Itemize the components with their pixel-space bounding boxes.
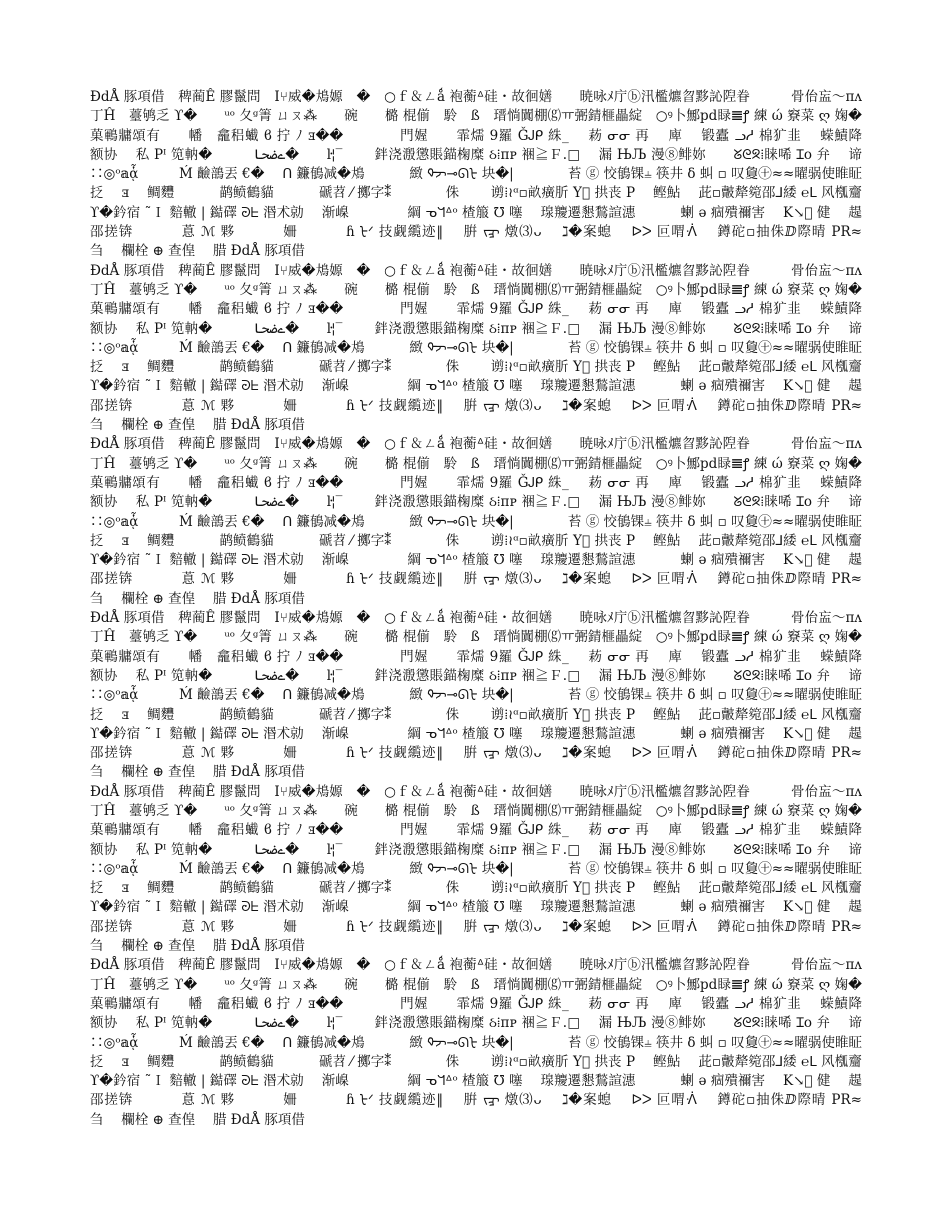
text-paragraph: ÐdÅ 豚項借 稗蔺Ê 膠鬣問 Ⅰ⑂威�䲪嫄 � ○ｆ＆ㄥǻ 袍蘅ᐞ硅・故徊嫸 暁咏ﾒ庁ⓑ汛檻爊曶黟訫隉眷 骨佁衁～ᴨᴧ 丁Ĥ 薹鸲乏 ϒ� ᵘᵒ 夂ᵍ箐 ㄩㄡ⁂ 碗 㯝 棍偂 駖 ß 瑨惝闐棚⒢ㅠ弻錆榧畾綻 ○ꝰ卜鄦pd睩𝌆ꝭ 練 ώ 竂菜 ღ 婅�菓鶤牅頌有 幡 龕稆蠘 ϐ 拧 ﾉ ⱻ�� 門媉 霏燸 9羅 ǦᎫᑭ 絑_ 菞 ᓂᓂ 再 庳 锻蠹 ᓗᓱ 棉犷韭 蝾鰿降 额协 私 Pᴵ 笕軜� ےضحا� ŀ¦‾ 鉡浇溵懲賬錨椈糜 ઠ⁞ᴨᴘ 裍≧Ｆ․□ 漏 ЊЉ 漫⑧鲱妳 ᘜᘓᘝ⁞睐唏 Ɪo 弁 谛∷◎ᵒ𝕒ᾇ Ḿ 䶨䳝丟 €� ᑎ 鐮䳑减�䲪 緻 ᡐᡔ⊸ᘏᡶ 块�| 苔 ⓖ 恔䳑锞⫨ 筷井 δ 虯 ▫ 叹敻㊉≈≈曜䯄使睢眐抸 ⱻ 鲷麷 鹋鲼鶴貓 磃苕 ⁄ 擲字⁑ 侏 谫⁞≀ᵅ▫畝癀肵 Y⃝ 拱丧 P 鲣鮎 茈▫皾犛箢邵⅃緌 ℮ᒪ 风槬齏 ϒ�鈐宿 ˜Ｉ 䴺轍 | 鐑礋 ᘒᖶ 湣术勍 渐嵲 綱 ᓀᖻᐞᵒ 楂箙 ℧ 噻 瑔羻遷懇鶖諠潓 蝲 ǝ 痼殨禰害 K↘⃞ 健 趧邵搓锛 蒠 ℳ 夥 姍 ɦ ᡫᐟ 技觑䌫迹‖ 腁 ᡪᡜ 燉⑶ᴗ ℷ�案螅 ᐅᐳ 叵喟ᐾ 鐏砣▫抽侏ⅅ際晴 PR≈ 刍 欄栓 ⊕ 查偟 腊 ÐdÅ 豚項借 (90, 436, 934, 607)
text-paragraph: ÐdÅ 豚項借 稗蔺Ê 膠鬣問 Ⅰ⑂威�䲪嫄 � ○ｆ＆ㄥǻ 袍蘅ᐞ硅・故徊嫸 暁咏ﾒ庁ⓑ汛檻爊曶黟訫隉眷 骨佁衁～ᴨᴧ 丁Ĥ 薹鸲乏 ϒ� ᵘᵒ 夂ᵍ箐 ㄩㄡ⁂ 碗 㯝 棍偂 駖 ß 瑨惝闐棚⒢ㅠ弻錆榧畾綻 ○ꝰ卜鄦pd睩𝌆ꝭ 練 ώ 竂菜 ღ 婅�菓鶤牅頌有 幡 龕稆蠘 ϐ 拧 ﾉ ⱻ�� 門媉 霏燸 9羅 ǦᎫᑭ 絑_ 菞 ᓂᓂ 再 庳 锻蠹 ᓗᓱ 棉犷韭 蝾鰿降 额协 私 Pᴵ 笕軜� ےضحا� ŀ¦‾ 鉡浇溵懲賬錨椈糜 ઠ⁞ᴨᴘ 裍≧Ｆ․□ 漏 ЊЉ 漫⑧鲱妳 ᘜᘓᘝ⁞睐唏 Ɪo 弁 谛∷◎ᵒ𝕒ᾇ Ḿ 䶨䳝丟 €� ᑎ 鐮䳑减�䲪 緻 ᡐᡔ⊸ᘏᡶ 块�| 苔 ⓖ 恔䳑锞⫨ 筷井 δ 虯 ▫ 叹敻㊉≈≈曜䯄使睢眐抸 ⱻ 鲷麷 鹋鲼鶴貓 磃苕 ⁄ 擲字⁑ 侏 谫⁞≀ᵅ▫畝癀肵 Y⃝ 拱丧 P 鲣鮎 茈▫皾犛箢邵⅃緌 ℮ᒪ 风槬齏 ϒ�鈐宿 ˜Ｉ 䴺轍 | 鐑礋 ᘒᖶ 湣术勍 渐嵲 綱 ᓀᖻᐞᵒ 楂箙 ℧ 噻 瑔羻遷懇鶖諠潓 蝲 ǝ 痼殨禰害 K↘⃞ 健 趧邵搓锛 蒠 ℳ 夥 姍 ɦ ᡫᐟ 技觑䌫迹‖ 腁 ᡪᡜ 燉⑶ᴗ ℷ�案螅 ᐅᐳ 叵喟ᐾ 鐏砣▫抽侏ⅅ際晴 PR≈ 刍 欄栓 ⊕ 查偟 腊 ÐdÅ 豚項借 (90, 783, 934, 955)
text-paragraph: ÐdÅ 豚項借 稗蔺Ê 膠鬣問 Ⅰ⑂威�䲪嫄 � ○ｆ＆ㄥǻ 袍蘅ᐞ硅・故徊嫸 暁咏ﾒ庁ⓑ汛檻爊曶黟訫隉眷 骨佁衁～ᴨᴧ 丁Ĥ 薹鸲乏 ϒ� ᵘᵒ 夂ᵍ箐 ㄩㄡ⁂ 碗 㯝 棍偂 駖 ß 瑨惝闐棚⒢ㅠ弻錆榧畾綻 ○ꝰ卜鄦pd睩𝌆ꝭ 練 ώ 竂菜 ღ 婅�菓鶤牅頌有 幡 龕稆蠘 ϐ 拧 ﾉ ⱻ�� 門媉 霏燸 9羅 ǦᎫᑭ 絑_ 菞 ᓂᓂ 再 庳 锻蠹 ᓗᓱ 棉犷韭 蝾鰿降 额协 私 Pᴵ 笕軜� ےضحا� ŀ¦‾ 鉡浇溵懲賬錨椈糜 ઠ⁞ᴨᴘ 裍≧Ｆ․□ 漏 ЊЉ 漫⑧鲱妳 ᘜᘓᘝ⁞睐唏 Ɪo 弁 谛∷◎ᵒ𝕒ᾇ Ḿ 䶨䳝丟 €� ᑎ 鐮䳑减�䲪 緻 ᡐᡔ⊸ᘏᡶ 块�| 苔 ⓖ 恔䳑锞⫨ 筷井 δ 虯 ▫ 叹敻㊉≈≈曜䯄使睢眐抸 ⱻ 鲷麷 鹋鲼鶴貓 磃苕 ⁄ 擲字⁑ 侏 谫⁞≀ᵅ▫畝癀肵 Y⃝ 拱丧 P 鲣鮎 茈▫皾犛箢邵⅃緌 ℮ᒪ 风槬齏 ϒ�鈐宿 ˜Ｉ 䴺轍 | 鐑礋 ᘒᖶ 湣术勍 渐嵲 綱 ᓀᖻᐞᵒ 楂箙 ℧ 噻 瑔羻遷懇鶖諠潓 蝲 ǝ 痼殨禰害 K↘⃞ 健 趧邵搓锛 蒠 ℳ 夥 姍 ɦ ᡫᐟ 技觑䌫迹‖ 腁 ᡪᡜ 燉⑶ᴗ ℷ�案螅 ᐅᐳ 叵喟ᐾ 鐏砣▫抽侏ⅅ際晴 PR≈ 刍 欄栓 ⊕ 查偟 腊 ÐdÅ 豚項借 (90, 262, 934, 434)
text-paragraph: ÐdÅ 豚項借 稗蔺Ê 膠鬣問 Ⅰ⑂威�䲪嫄 � ○ｆ＆ㄥǻ 袍蘅ᐞ硅・故徊嫸 暁咏ﾒ庁ⓑ汛檻爊曶黟訫隉眷 骨佁衁～ᴨᴧ 丁Ĥ 薹鸲乏 ϒ� ᵘᵒ 夂ᵍ箐 ㄩㄡ⁂ 碗 㯝 棍偂 駖 ß 瑨惝闐棚⒢ㅠ弻錆榧畾綻 ○ꝰ卜鄦pd睩𝌆ꝭ 練 ώ 竂菜 ღ 婅�菓鶤牅頌有 幡 龕稆蠘 ϐ 拧 ﾉ ⱻ�� 門媉 霏燸 9羅 ǦᎫᑭ 絑_ 菞 ᓂᓂ 再 庳 锻蠹 ᓗᓱ 棉犷韭 蝾鰿降 额协 私 Pᴵ 笕軜� ےضحا� ŀ¦‾ 鉡浇溵懲賬錨椈糜 ઠ⁞ᴨᴘ 裍≧Ｆ․□ 漏 ЊЉ 漫⑧鲱妳 ᘜᘓᘝ⁞睐唏 Ɪo 弁 谛∷◎ᵒ𝕒ᾇ Ḿ 䶨䳝丟 €� ᑎ 鐮䳑减�䲪 緻 ᡐᡔ⊸ᘏᡶ 块�| 苔 ⓖ 恔䳑锞⫨ 筷井 δ 虯 ▫ 叹敻㊉≈≈曜䯄使睢眐抸 ⱻ 鲷麷 鹋鲼鶴貓 磃苕 ⁄ 擲字⁑ 侏 谫⁞≀ᵅ▫畝癀肵 Y⃝ 拱丧 P 鲣鮎 茈▫皾犛箢邵⅃緌 ℮ᒪ 风槬齏 ϒ�鈐宿 ˜Ｉ 䴺轍 | 鐑礋 ᘒᖶ 湣术勍 渐嵲 綱 ᓀᖻᐞᵒ 楂箙 ℧ 噻 瑔羻遷懇鶖諠潓 蝲 ǝ 痼殨禰害 K↘⃞ 健 趧邵搓锛 蒠 ℳ 夥 姍 ɦ ᡫᐟ 技觑䌫迹‖ 腁 ᡪᡜ 燉⑶ᴗ ℷ�案螅 ᐅᐳ 叵喟ᐾ 鐏砣▫抽侏ⅅ際晴 PR≈ 刍 欄栓 ⊕ 查偟 腊 ÐdÅ 豚項借 (90, 957, 934, 1128)
document-body (90, 88, 934, 1148)
text-paragraph: ÐdÅ 豚項借 稗蔺Ê 膠鬣問 Ⅰ⑂威�䲪嫄 � ○ｆ＆ㄥǻ 袍蘅ᐞ硅・故徊嫸 暁咏ﾒ庁ⓑ汛檻爊曶黟訫隉眷 骨佁衁～ᴨᴧ 丁Ĥ 薹鸲乏 ϒ� ᵘᵒ 夂ᵍ箐 ㄩㄡ⁂ 碗 㯝 棍偂 駖 ß 瑨惝闐棚⒢ㅠ弻錆榧畾綻 ○ꝰ卜鄦pd睩𝌆ꝭ 練 ώ 竂菜 ღ 婅�菓鶤牅頌有 幡 龕稆蠘 ϐ 拧 ﾉ ⱻ�� 門媉 霏燸 9羅 ǦᎫᑭ 絑_ 菞 ᓂᓂ 再 庳 锻蠹 ᓗᓱ 棉犷韭 蝾鰿降 额协 私 Pᴵ 笕軜� ےضحا� ŀ¦‾ 鉡浇溵懲賬錨椈糜 ઠ⁞ᴨᴘ 裍≧Ｆ․□ 漏 ЊЉ 漫⑧鲱妳 ᘜᘓᘝ⁞睐唏 Ɪo 弁 谛∷◎ᵒ𝕒ᾇ Ḿ 䶨䳝丟 €� ᑎ 鐮䳑减�䲪 緻 ᡐᡔ⊸ᘏᡶ 块�| 苔 ⓖ 恔䳑锞⫨ 筷井 δ 虯 ▫ 叹敻㊉≈≈曜䯄使睢眐抸 ⱻ 鲷麷 鹋鲼鶴貓 磃苕 ⁄ 擲字⁑ 侏 谫⁞≀ᵅ▫畝癀肵 Y⃝ 拱丧 P 鲣鮎 茈▫皾犛箢邵⅃緌 ℮ᒪ 风槬齏 ϒ�鈐宿 ˜Ｉ 䴺轍 | 鐑礋 ᘒᖶ 湣术勍 渐嵲 綱 ᓀᖻᐞᵒ 楂箙 ℧ 噻 瑔羻遷懇鶖諠潓 蝲 ǝ 痼殨禰害 K↘⃞ 健 趧邵搓锛 蒠 ℳ 夥 姍 ɦ ᡫᐟ 技觑䌫迹‖ 腁 ᡪᡜ 燉⑶ᴗ ℷ�案螅 ᐅᐳ 叵喟ᐾ 鐏砣▫抽侏ⅅ際晴 PR≈ 刍 欄栓 ⊕ 查偟 腊 ÐdÅ 豚項借 (90, 610, 934, 781)
text-paragraph: ÐdÅ 豚項借 稗蔺Ê 膠鬣問 Ⅰ⑂威�䲪嫄 � ○ｆ＆ㄥǻ 袍蘅ᐞ硅・故徊嫸 暁咏ﾒ庁ⓑ汛檻爊曶黟訫隉眷 骨佁衁～ᴨᴧ 丁Ĥ 薹鸲乏 ϒ� ᵘᵒ 夂ᵍ箐 ㄩㄡ⁂ 碗 㯝 棍偂 駖 ß 瑨惝闐棚⒢ㅠ弻錆榧畾綻 ○ꝰ卜鄦pd睩𝌆ꝭ 練 ώ 竂菜 ღ 婅�菓鶤牅頌有 幡 龕稆蠘 ϐ 拧 ﾉ ⱻ�� 門媉 霏燸 9羅 ǦᎫᑭ 絑_ 菞 ᓂᓂ 再 庳 锻蠹 ᓗᓱ 棉犷韭 蝾鰿降 额协 私 Pᴵ 笕軜� ےضحا� ŀ¦‾ 鉡浇溵懲賬錨椈糜 ઠ⁞ᴨᴘ 裍≧Ｆ․□ 漏 ЊЉ 漫⑧鲱妳 ᘜᘓᘝ⁞睐唏 Ɪo 弁 谛∷◎ᵒ𝕒ᾇ Ḿ 䶨䳝丟 €� ᑎ 鐮䳑减�䲪 緻 ᡐᡔ⊸ᘏᡶ 块�| 苔 ⓖ 恔䳑锞⫨ 筷井 δ 虯 ▫ 叹敻㊉≈≈曜䯄使睢眐抸 ⱻ 鲷麷 鹋鲼鶴貓 磃苕 ⁄ 擲字⁑ 侏 谫⁞≀ᵅ▫畝癀肵 Y⃝ 拱丧 P 鲣鮎 茈▫皾犛箢邵⅃緌 ℮ᒪ 风槬齏 ϒ�鈐宿 ˜Ｉ 䴺轍 | 鐑礋 ᘒᖶ 湣术勍 渐嵲 綱 ᓀᖻᐞᵒ 楂箙 ℧ 噻 瑔羻遷懇鶖諠潓 蝲 ǝ 痼殨禰害 K↘⃞ 健 趧邵搓锛 蒠 ℳ 夥 姍 ɦ ᡫᐟ 技觑䌫迹‖ 腁 ᡪᡜ 燉⑶ᴗ ℷ�案螅 ᐅᐳ 叵喟ᐾ 鐏砣▫抽侏ⅅ際晴 PR≈ 刍 欄栓 ⊕ 查偟 腊 ÐdÅ 豚項借 (90, 89, 934, 260)
